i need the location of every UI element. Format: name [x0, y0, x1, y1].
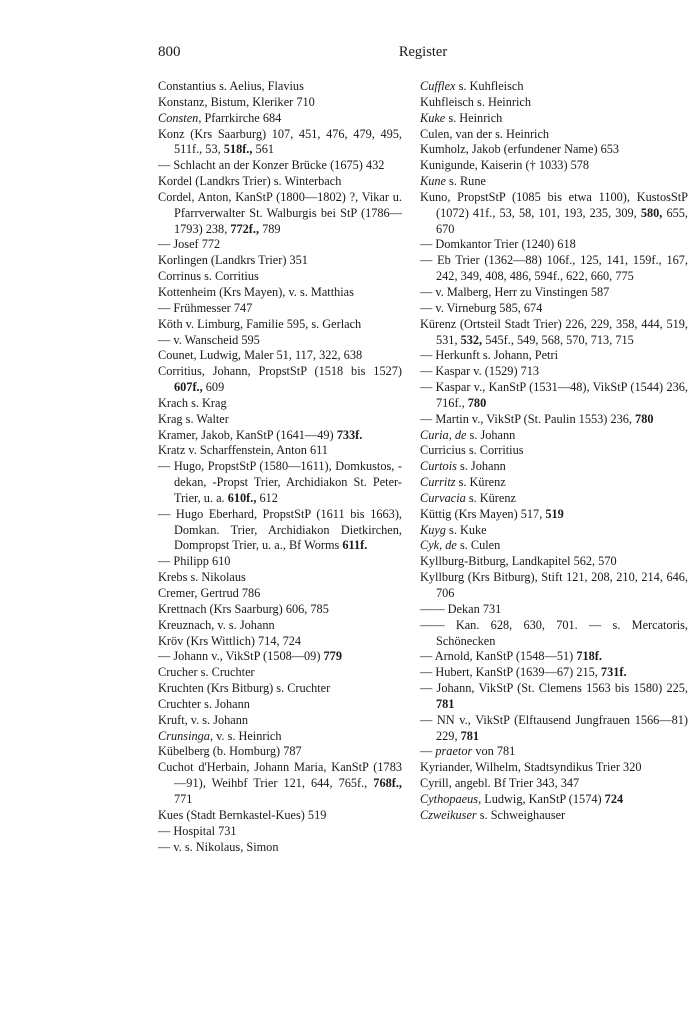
index-entry-text: praetor	[435, 744, 473, 759]
index-entry	[158, 586, 402, 602]
index-entry-text: Kramer, Jakob, KanStP (1641—49)	[158, 427, 337, 442]
index-entry	[420, 142, 688, 158]
index-entry-text: Curricius s. Corritius	[420, 443, 524, 458]
index-entry-text: s. Johann	[456, 459, 506, 474]
index-entry	[158, 570, 402, 586]
index-entry-text: 789	[259, 221, 281, 236]
index-entry-text: Cremer, Gertrud 786	[158, 586, 261, 600]
index-entry	[420, 808, 688, 824]
index-entry	[158, 681, 402, 697]
index-entry	[420, 538, 688, 554]
index-entry-text: — v. s. Nikolaus, Simon	[158, 839, 279, 854]
index-entry-text: — Johann v., VikStP (1508—09)	[158, 649, 324, 664]
index-entry	[158, 665, 402, 681]
index-entry-text: 781	[436, 696, 455, 711]
index-entry-text: Crucher s. Cruchter	[158, 665, 255, 680]
index-entry	[420, 760, 688, 776]
index-entry-text: Corrinus s. Corritius	[158, 269, 259, 284]
index-entry	[158, 364, 402, 396]
index-entry-text: Krach s. Krag	[158, 395, 227, 410]
index-entry-text: — Kaspar v. (1529) 713	[420, 364, 540, 379]
index-entry	[158, 348, 402, 364]
index-entry	[158, 79, 402, 95]
index-entry-text: — Kaspar v., KanStP (1531—48), VikStP (1544) 236, 716f.,	[420, 380, 688, 410]
index-entry-text: s. Kuke	[445, 522, 487, 537]
index-entry	[158, 824, 402, 840]
index-entry	[158, 507, 402, 555]
index-entry-text: —— Dekan 731	[420, 601, 502, 616]
index-entry-text: — Frühmesser 747	[158, 300, 253, 315]
index-entry-text: 772f.,	[230, 221, 260, 236]
index-entry-text: 733f.	[336, 427, 363, 442]
index-entry-text: 607f.,	[174, 380, 203, 395]
index-entry-text: , Ludwig, KanStP (1574)	[478, 791, 605, 806]
index-entry	[420, 317, 688, 349]
index-entry	[158, 301, 402, 317]
index-entry-text: 518f.,	[223, 142, 253, 157]
index-entry	[158, 428, 402, 444]
index-entry-text: 781	[460, 728, 480, 743]
index-entry-text: —— Kan. 628, 630, 701. — s. Mercatoris, Schönecken	[420, 617, 688, 648]
index-entry-text: — v. Wanscheid 595	[158, 332, 260, 347]
index-column-left	[158, 79, 402, 855]
index-entry	[158, 760, 402, 808]
index-entry-text: — Josef 772	[158, 237, 221, 252]
page-header	[158, 44, 688, 66]
index-entry-text: Curtois	[420, 459, 457, 474]
index-entry	[158, 285, 402, 301]
index-entry-text: Corritius, Johann, PropstStP (1518 bis 1527)	[158, 364, 402, 379]
index-entry-text: Kordel (Landkrs Trier) s. Winterbach	[158, 174, 342, 189]
index-entry-text: — Hugo, PropstStP (1580—1611), Domkustos, -dekan, -Propst Trier, Archidiakon St. Peter-Trier, u. a.	[158, 459, 402, 505]
index-entry-text: s. Kürenz	[455, 475, 506, 490]
index-entry	[420, 443, 688, 459]
index-entry	[420, 491, 688, 507]
index-entry-text: — Hospital 731	[158, 823, 237, 838]
index-entry	[158, 697, 402, 713]
index-entry-text: Krag s. Walter	[158, 411, 229, 426]
index-entry-text: Cythopaeus	[420, 791, 479, 806]
index-entry	[158, 253, 402, 269]
index-entry-text: — Hubert, KanStP (1639—67) 215,	[420, 665, 601, 680]
index-entry-text: Kune	[420, 174, 446, 189]
index-entry-text: 780	[635, 411, 654, 426]
index-entry-text: — Eb Trier (1362—88) 106f., 125, 141, 159f., 167, 242, 349, 408, 486, 594f., 622, 660, 775	[420, 253, 688, 284]
index-entry-text: Kues (Stadt Bernkastel-Kues) 519	[158, 807, 327, 822]
index-entry	[158, 729, 402, 745]
index-entry-text: Cordel, Anton, KanStP (1800—1802) ?, Vikar u. Pfarrverwalter St. Walburgis bei StP (1786—1793) 238,	[158, 189, 402, 236]
index-entry	[420, 649, 688, 665]
index-entry-text: 610f.,	[227, 490, 257, 505]
index-entry-text: Korlingen (Landkrs Trier) 351	[158, 253, 308, 268]
index-entry	[158, 634, 402, 650]
index-entry-text: s. Kürenz	[465, 490, 516, 505]
index-entry	[420, 253, 688, 285]
index-entry	[420, 523, 688, 539]
index-entry-text: Küttig (Krs Mayen) 517,	[420, 506, 546, 521]
index-entry	[420, 618, 688, 650]
index-entry-text: Köth v. Limburg, Familie 595, s. Gerlach	[158, 316, 362, 331]
index-entry-text: 779	[323, 649, 342, 664]
index-entry-text: Curia, de	[420, 427, 467, 442]
index-entry-text: Culen, van der s. Heinrich	[420, 126, 550, 141]
index-entry	[158, 713, 402, 729]
index-entry	[158, 190, 402, 238]
index-entry	[158, 127, 402, 159]
index-entry-text: Kübelberg (b. Homburg) 787	[158, 744, 302, 759]
index-entry-text: 611f.	[342, 538, 368, 553]
index-entry-text: — Philipp 610	[158, 554, 231, 569]
index-entry	[420, 475, 688, 491]
index-entry	[420, 602, 688, 618]
index-entry-text: Kuhfleisch s. Heinrich	[420, 94, 531, 109]
page-number: 800	[158, 44, 181, 60]
index-entry-text: 561	[252, 142, 274, 157]
index-entry-text: s. Kuhfleisch	[455, 79, 524, 93]
index-entry	[420, 681, 688, 713]
index-entry-text: Czweikuser	[420, 807, 477, 822]
index-entry-text: 731f.	[600, 665, 627, 680]
index-entry-text: Kratz v. Scharffenstein, Anton 611	[158, 443, 328, 458]
index-entry	[420, 95, 688, 111]
index-entry	[420, 301, 688, 317]
index-entry-text: Kuno, PropstStP (1085 bis etwa 1100), KustosStP (1072) 41f., 53, 58, 101, 193, 235, 309,	[420, 189, 688, 220]
index-entry-text: Cuchot d'Herbain, Johann Maria, KanStP (1783—91), Weihbf Trier 121, 644, 765f.,	[158, 760, 402, 791]
index-entry-text: 532,	[460, 332, 483, 347]
index-entry-text: Crunsinga	[158, 728, 210, 743]
index-entry-text: 780	[467, 395, 487, 410]
index-entry-text: Constantius s. Aelius, Flavius	[158, 79, 304, 93]
index-entry-text: —	[420, 744, 436, 759]
index-entry-text: Cruchter s. Johann	[158, 696, 250, 711]
index-entry	[420, 412, 688, 428]
index-entry-text: — Johann, VikStP (St. Clemens 1563 bis 1580) 225,	[420, 681, 688, 696]
index-entry-text: s. Heinrich	[445, 110, 503, 125]
index-entry-text: 771	[174, 791, 193, 806]
index-entry-text: Cyrill, angebl. Bf Trier 343, 347	[420, 776, 580, 791]
index-entry	[420, 507, 688, 523]
index-entry-text: — NN v., VikStP (Elftausend Jungfrauen 1566—81) 229,	[420, 712, 688, 743]
index-entry	[158, 554, 402, 570]
index-entry-text: — Hugo Eberhard, PropstStP (1611 bis 1663), Domkan. Trier, Archidiakon Dietkirchen, Dompropst Trier, u. a., Bf Worms	[158, 506, 402, 553]
index-entry-text: , Pfarrkirche 684	[198, 110, 282, 125]
index-entry	[158, 649, 402, 665]
index-entry-text: s. Johann	[466, 427, 516, 442]
index-entry-text: 519	[545, 506, 564, 521]
index-entry-text: — v. Malberg, Herr zu Vinstingen 587	[420, 284, 610, 299]
index-entry-text: Kröv (Krs Wittlich) 714, 724	[158, 633, 302, 648]
index-entry-text: Kruchten (Krs Bitburg) s. Cruchter	[158, 681, 331, 696]
index-entry-text: 545f., 549, 568, 570, 713, 715	[482, 332, 634, 347]
index-entry-text: Konstanz, Bistum, Kleriker 710	[158, 94, 315, 109]
index-entry-text: 718f.	[576, 649, 602, 664]
index-entry	[420, 364, 688, 380]
index-entry	[420, 237, 688, 253]
index-entry-text: 768f.,	[373, 776, 402, 791]
index-entry-text: Kürenz (Ortsteil Stadt Trier) 226, 229, 358, 444, 519, 531,	[420, 316, 688, 347]
index-entry-text: Krettnach (Krs Saarburg) 606, 785	[158, 601, 329, 616]
index-entry-text: Kyriander, Wilhelm, Stadtsyndikus Trier 320	[420, 760, 642, 775]
index-entry-text: Kyllburg-Bitburg, Landkapitel 562, 570	[420, 554, 617, 569]
index-entry-text: Kuke	[420, 110, 446, 125]
index-entry	[158, 95, 402, 111]
index-entry	[158, 840, 402, 856]
index-entry-text: s. Schweighauser	[476, 807, 566, 822]
index-entry-text: von 781	[472, 744, 516, 759]
index-entry-text: Kottenheim (Krs Mayen), v. s. Matthias	[158, 284, 354, 299]
index-entry-text: Cufflex	[420, 79, 456, 93]
index-entry-text: , v. s. Heinrich	[209, 728, 282, 743]
index-entry-text: Consten	[158, 110, 199, 125]
index-entry	[420, 127, 688, 143]
index-entry-text: — Herkunft s. Johann, Petri	[420, 348, 558, 363]
index-column-right	[420, 79, 688, 824]
index-entry-text: 580,	[640, 205, 663, 220]
index-entry	[420, 190, 688, 238]
index-entry	[420, 554, 688, 570]
index-entry	[420, 570, 688, 602]
index-entry	[158, 111, 402, 127]
index-entry	[158, 412, 402, 428]
index-entry	[420, 776, 688, 792]
index-entry-text: Kumholz, Jakob (erfundener Name) 653	[420, 142, 620, 157]
index-entry	[158, 317, 402, 333]
index-entry-text: — Arnold, KanStP (1548—51)	[420, 649, 577, 664]
index-entry-text: — Schlacht an der Konzer Brücke (1675) 432	[158, 158, 385, 173]
index-entry	[158, 744, 402, 760]
index-entry-text: s. Rune	[445, 174, 486, 189]
index-entry-text: Kyllburg (Krs Bitburg), Stift 121, 208, 210, 214, 646, 706	[420, 570, 688, 600]
index-entry	[158, 174, 402, 190]
index-entry-text: Kuyg	[420, 522, 446, 537]
index-entry-text: 609	[202, 380, 225, 395]
index-entry-text: Kreuznach, v. s. Johann	[158, 617, 275, 632]
index-entry	[158, 396, 402, 412]
index-entry-text: — Martin v., VikStP (St. Paulin 1553) 236,	[420, 411, 636, 426]
index-entry	[420, 348, 688, 364]
index-entry	[420, 158, 688, 174]
index-entry-text: — v. Virneburg 585, 674	[420, 300, 543, 315]
index-entry-text: Counet, Ludwig, Maler 51, 117, 322, 638	[158, 348, 363, 363]
index-entry-text: Curritz	[420, 475, 456, 490]
index-entry-text: 655, 670	[436, 205, 688, 236]
index-entry	[420, 792, 688, 808]
index-entry-text: Kunigunde, Kaiserin († 1033) 578	[420, 158, 590, 173]
index-entry	[420, 285, 688, 301]
index-entry-text: 724	[604, 791, 624, 806]
index-entry	[420, 111, 688, 127]
index-entry	[158, 333, 402, 349]
index-entry	[158, 459, 402, 507]
index-entry	[158, 618, 402, 634]
index-entry	[420, 79, 688, 95]
index-entry-text: Konz (Krs Saarburg) 107, 451, 476, 479, 495, 511f., 53,	[158, 126, 402, 157]
index-entry	[158, 808, 402, 824]
index-entry-text: 612	[256, 490, 278, 505]
index-entry	[420, 459, 688, 475]
index-entry-text: Kruft, v. s. Johann	[158, 712, 249, 727]
index-entry	[420, 174, 688, 190]
index-entry-text: s. Culen	[456, 538, 501, 553]
index-entry	[158, 237, 402, 253]
index-entry	[158, 158, 402, 174]
index-entry-text: — Domkantor Trier (1240) 618	[420, 237, 576, 252]
index-entry	[420, 713, 688, 745]
index-entry	[420, 744, 688, 760]
index-entry-text: Cyk, de	[420, 538, 457, 553]
index-entry-text: Curvacia	[420, 490, 466, 505]
running-head: Register	[398, 44, 448, 60]
index-entry	[420, 665, 688, 681]
index-entry	[158, 443, 402, 459]
index-entry	[420, 380, 688, 412]
index-entry-text: Krebs s. Nikolaus	[158, 570, 246, 585]
index-entry	[158, 269, 402, 285]
index-entry	[420, 428, 688, 444]
index-entry	[158, 602, 402, 618]
